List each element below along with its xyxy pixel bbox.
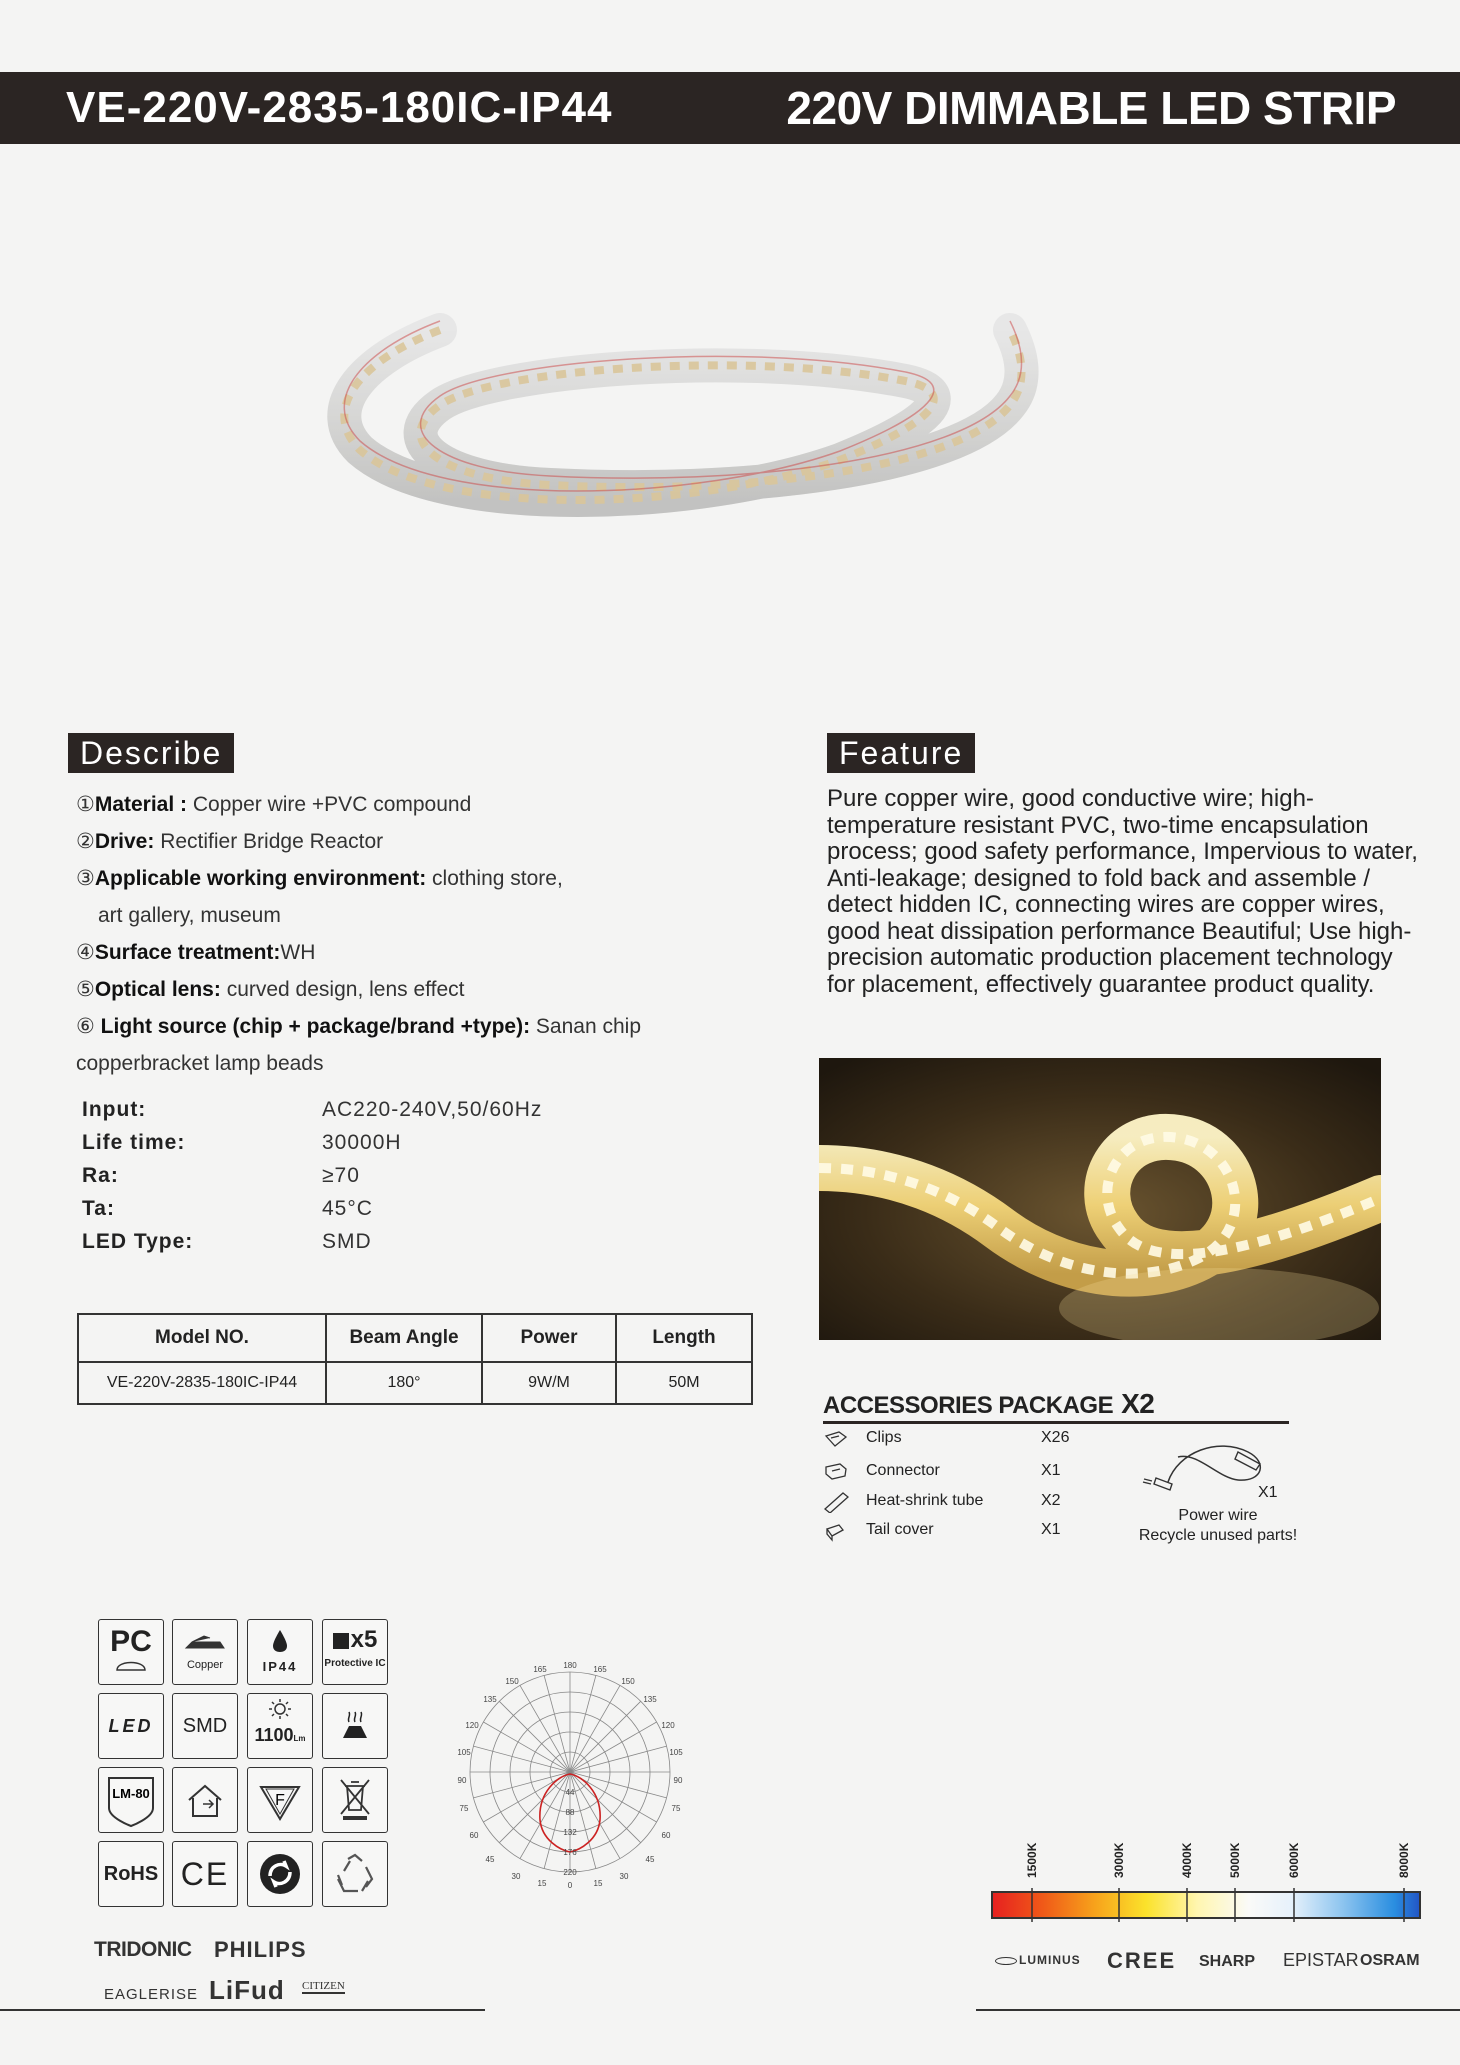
accessories-title: ACCESSORIES PACKAGE X2	[823, 1388, 1155, 1419]
glowing-strip-photo	[819, 1058, 1381, 1340]
svg-text:150: 150	[621, 1677, 635, 1686]
ct-label-6000k: 6000K	[1287, 1842, 1301, 1878]
svg-text:LM-80: LM-80	[112, 1786, 150, 1801]
brand-citizen: CITIZEN	[302, 1980, 345, 1992]
brand-luminus: LUMINUS	[995, 1953, 1081, 1967]
spec-row: LED Type: SMD	[82, 1230, 372, 1253]
brand-epistar: EPISTAR	[1283, 1950, 1359, 1970]
ct-label-1500k: 1500K	[1025, 1842, 1039, 1878]
svg-text:60: 60	[469, 1831, 479, 1840]
brand-philips: PHILIPS	[214, 1937, 307, 1962]
spec-list	[82, 1093, 542, 1258]
table-header: Beam Angle	[326, 1314, 482, 1362]
describe-item: ②Drive: Rectifier Bridge Reactor	[76, 830, 384, 853]
model-table	[77, 1313, 753, 1405]
weee-icon	[322, 1767, 388, 1833]
ct-label-8000k: 8000K	[1397, 1842, 1411, 1878]
svg-text:88: 88	[565, 1808, 575, 1817]
green-dot-icon	[247, 1841, 313, 1907]
table-header: Power	[482, 1314, 616, 1362]
svg-text:220: 220	[563, 1868, 577, 1877]
describe-heading: Describe	[68, 733, 234, 773]
svg-text:135: 135	[643, 1695, 657, 1704]
svg-text:150: 150	[505, 1677, 519, 1686]
tail-cover-icon	[823, 1520, 849, 1542]
table-header: Model NO.	[78, 1314, 326, 1362]
describe-item: ①Material : Copper wire +PVC compound	[76, 793, 472, 816]
svg-text:75: 75	[459, 1804, 469, 1813]
table-row	[78, 1362, 752, 1404]
brand-lifud: LiFud	[209, 1975, 285, 2005]
svg-text:180: 180	[563, 1661, 577, 1670]
svg-text:60: 60	[661, 1831, 671, 1840]
tube-icon	[823, 1491, 849, 1513]
ct-label-3000k: 3000K	[1112, 1842, 1126, 1878]
table-cell: 9W/M	[482, 1362, 616, 1404]
copper-icon: Copper	[172, 1619, 238, 1685]
svg-text:F: F	[275, 1792, 285, 1809]
svg-text:45: 45	[485, 1855, 495, 1864]
svg-text:105: 105	[457, 1748, 471, 1757]
table-cell: VE-220V-2835-180IC-IP44	[78, 1362, 326, 1404]
svg-text:15: 15	[537, 1879, 547, 1888]
describe-item: ④Surface treatment:WH	[76, 941, 316, 964]
ip44-icon: IP44	[247, 1619, 313, 1685]
polar-beam-diagram	[454, 1656, 686, 1888]
connector-icon	[823, 1461, 849, 1483]
svg-text:105: 105	[669, 1748, 683, 1757]
product-title: 220V DIMMABLE LED STRIP	[786, 82, 1396, 134]
model-title: VE-220V-2835-180IC-IP44	[66, 83, 613, 132]
svg-text:45: 45	[645, 1855, 655, 1864]
brand-osram: OSRAM	[1360, 1952, 1420, 1969]
accessories-divider	[823, 1421, 1289, 1424]
table-cell: 50M	[616, 1362, 752, 1404]
led-icon: LED	[98, 1693, 164, 1759]
describe-item: ⑥ Light source (chip + package/brand +type): Sanan chip	[76, 1015, 642, 1038]
svg-text:120: 120	[661, 1721, 675, 1730]
svg-text:15: 15	[593, 1879, 603, 1888]
describe-item-continued: copperbracket lamp beads	[76, 1052, 324, 1075]
svg-text:176: 176	[563, 1848, 577, 1857]
color-temperature-bar	[990, 1888, 1422, 1922]
spec-row: Ra: ≥70	[82, 1164, 360, 1187]
indoor-icon	[172, 1767, 238, 1833]
describe-list	[76, 786, 716, 1082]
ct-label-5000k: 5000K	[1228, 1842, 1242, 1878]
svg-text:90: 90	[457, 1776, 467, 1785]
svg-text:44: 44	[565, 1788, 575, 1797]
describe-item-continued: art gallery, museum	[98, 904, 281, 927]
svg-text:135: 135	[483, 1695, 497, 1704]
spec-row: Ta: 45°C	[82, 1197, 373, 1220]
protective-ic-icon: x5 Protective IC	[322, 1619, 388, 1685]
svg-text:75: 75	[671, 1804, 681, 1813]
ct-label-4000k: 4000K	[1180, 1842, 1194, 1878]
brand-cree: CREE	[1107, 1948, 1177, 1973]
smd-icon: SMD	[172, 1693, 238, 1759]
describe-item: ③Applicable working environment: clothing store,	[76, 867, 563, 890]
accessory-row: Heat-shrink tube X2	[823, 1489, 1073, 1517]
svg-text:0: 0	[567, 1881, 573, 1888]
clip-icon	[823, 1428, 849, 1450]
recycle-icon	[322, 1841, 388, 1907]
feature-heading: Feature	[827, 733, 975, 773]
brand-sharp: SHARP	[1199, 1953, 1256, 1970]
brand-tridonic: TRIDONIC	[94, 1938, 192, 1961]
lumen-icon: 1100Lm	[247, 1693, 313, 1759]
svg-text:90: 90	[673, 1776, 683, 1785]
ce-icon: CE	[172, 1841, 238, 1907]
power-wire-icon	[1138, 1432, 1278, 1502]
svg-text:30: 30	[619, 1872, 629, 1881]
bottom-rule-left	[0, 2009, 485, 2011]
svg-text:132: 132	[563, 1828, 577, 1837]
accessory-row: Connector X1	[823, 1459, 1073, 1487]
svg-text:120: 120	[465, 1721, 479, 1730]
table-cell: 180°	[326, 1362, 482, 1404]
power-wire-caption: Power wire Recycle unused parts!	[1138, 1507, 1298, 1544]
spec-row: Life time: 30000H	[82, 1131, 402, 1154]
accessory-row: Clips X26	[823, 1426, 1073, 1454]
table-header: Length	[616, 1314, 752, 1362]
pc-icon: PC	[98, 1619, 164, 1685]
led-strip-coil-image	[320, 310, 1140, 610]
f-mark-icon	[247, 1767, 313, 1833]
describe-item: ⑤Optical lens: curved design, lens effect	[76, 978, 465, 1001]
lm80-icon	[98, 1767, 164, 1833]
svg-text:30: 30	[511, 1872, 521, 1881]
heat-icon	[322, 1693, 388, 1759]
feature-text: Pure copper wire, good conductive wire; high-temperature resistant PVC, two-time encapsulation process; good safety performance, Impervious to water, Anti-leakage; designed to fold back and assemble / detect hidden IC, connecting wires are copper wires, good heat dissipation performance Beautiful; Use high-precision automatic production placement technology for placement, effectively guarantee product quality.	[827, 785, 1418, 998]
power-wire-qty: X1	[1258, 1484, 1278, 1501]
svg-text:165: 165	[593, 1665, 607, 1674]
brand-eaglerise: EAGLERISE	[104, 1986, 199, 2003]
bottom-rule-right	[976, 2009, 1460, 2011]
spec-row: Input: AC220-240V,50/60Hz	[82, 1098, 543, 1121]
svg-text:165: 165	[533, 1665, 547, 1674]
accessory-row: Tail cover X1	[823, 1518, 1073, 1546]
rohs-icon: RoHS	[98, 1841, 164, 1907]
